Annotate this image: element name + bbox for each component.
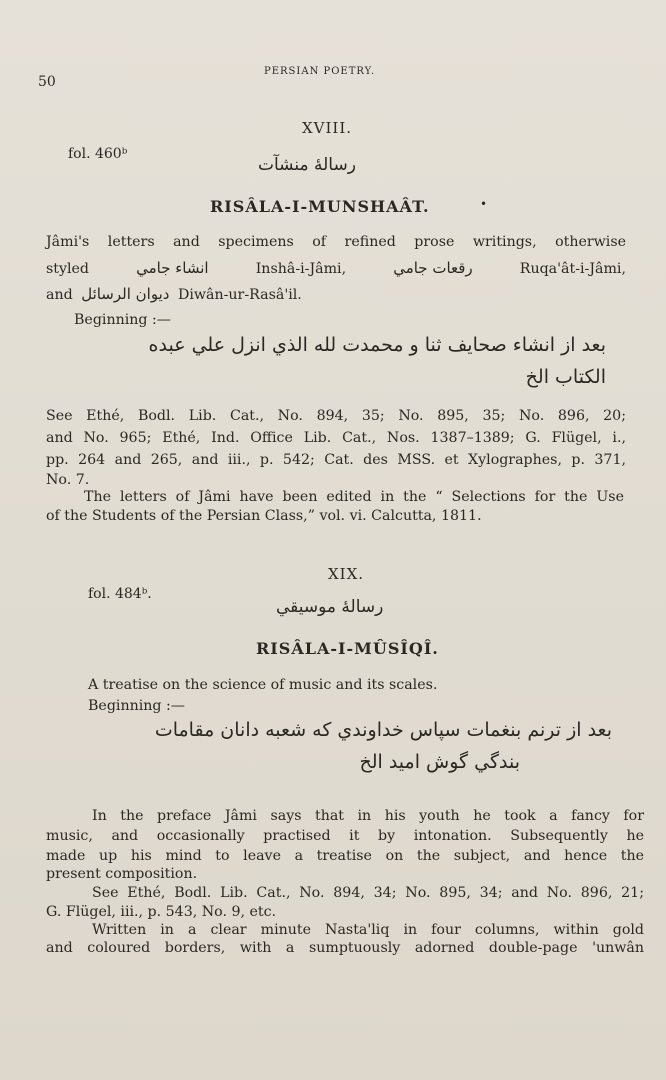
section-18-desc-line-1: Jâmi's letters and specimens of refined prose writings, otherwise	[46, 234, 626, 250]
arabic-inline-text: رقعات جامي	[393, 259, 473, 277]
section-18-ref-line-3: pp. 264 and 265, and iii., p. 542; Cat. des MSS. et Xylographes, p. 371,	[46, 452, 626, 468]
arabic-inline-text: انشاء جامي	[136, 259, 209, 277]
section-19-beginning-arabic-2: بندگي گوش اميد الخ	[359, 751, 520, 773]
section-18-arabic-title: رسالهٔ منشآت	[258, 155, 356, 175]
section-19-body-line-2: music, and occasionally practised it by intonation. Subsequently he	[46, 828, 644, 844]
section-19-beginning-arabic-1: بعد از ترنم بنغمات سپاس خداوندي كه شعبه دانان مقامات	[154, 719, 612, 741]
section-18-folio: fol. 460ᵇ	[68, 146, 128, 162]
section-18-ref-line-5: The letters of Jâmi have been edited in the “ Selections for the Use	[84, 489, 624, 505]
section-19-body-line-1: In the preface Jâmi says that in his youth he took a fancy for	[92, 808, 644, 824]
section-19-body-line-6: G. Flügel, iii., p. 543, No. 9, etc.	[46, 904, 277, 920]
section-18-beginning-arabic-2: الكتاب الخ	[525, 366, 606, 388]
section-19-arabic-title: رسالهٔ موسيقي	[276, 597, 384, 617]
section-19-beginning-label: Beginning :—	[88, 698, 185, 714]
section-18-desc-line-2	[46, 258, 626, 279]
desc-word: Inshâ-i-Jâmi,	[255, 261, 347, 277]
desc-word: Diwân-ur-Rasâ'il.	[177, 287, 302, 303]
section-19-folio: fol. 484ᵇ.	[88, 586, 152, 602]
section-19-body-line-7: Written in a clear minute Nasta'liq in four columns, within gold	[92, 922, 644, 938]
section-18-ref-line-2: and No. 965; Ethé, Ind. Office Lib. Cat., Nos. 1387–1389; G. Flügel, i.,	[46, 430, 626, 446]
section-18-ref-line-6: of the Students of the Persian Class,” vol. vi. Calcutta, 1811.	[46, 508, 482, 524]
section-18-title: RISÂLA-I-MUNSHAÂT.	[210, 197, 430, 216]
section-19-body-line-3: made up his mind to leave a treatise on the subject, and hence the	[46, 848, 644, 864]
section-18-ref-line-1: See Ethé, Bodl. Lib. Cat., No. 894, 35; No. 895, 35; No. 896, 20;	[46, 408, 626, 424]
desc-word: Ruqa'ât-i-Jâmi,	[519, 261, 626, 277]
page-number: 50	[38, 74, 56, 90]
section-19-desc-line-1: A treatise on the science of music and its scales.	[88, 677, 438, 693]
running-head: PERSIAN POETRY.	[264, 66, 376, 77]
section-18-beginning-label: Beginning :—	[74, 312, 171, 328]
section-19-title: RISÂLA-I-MÛSÎQÎ.	[256, 639, 439, 658]
section-18-numeral: XVIII.	[302, 119, 353, 137]
section-18-beginning-arabic-1: بعد از انشاء صحايف ثنا و محمدت لله الذي انزل علي عبده	[148, 334, 606, 356]
desc-word: and	[46, 287, 73, 303]
section-19-body-line-4: present composition.	[46, 866, 198, 882]
arabic-inline-text: ديوان الرسائل	[81, 285, 170, 303]
section-19-body-line-8: and coloured borders, with a sumptuously adorned double-page 'unwân	[46, 940, 644, 956]
asterisk-mark: •	[480, 197, 488, 211]
section-19-body-line-5: See Ethé, Bodl. Lib. Cat., No. 894, 34; No. 895, 34; and No. 896, 21;	[92, 885, 644, 901]
section-19-numeral: XIX.	[328, 565, 365, 583]
section-18-desc-line-3	[46, 284, 302, 305]
section-18-ref-line-4: No. 7.	[46, 472, 90, 488]
desc-word: styled	[46, 261, 90, 277]
